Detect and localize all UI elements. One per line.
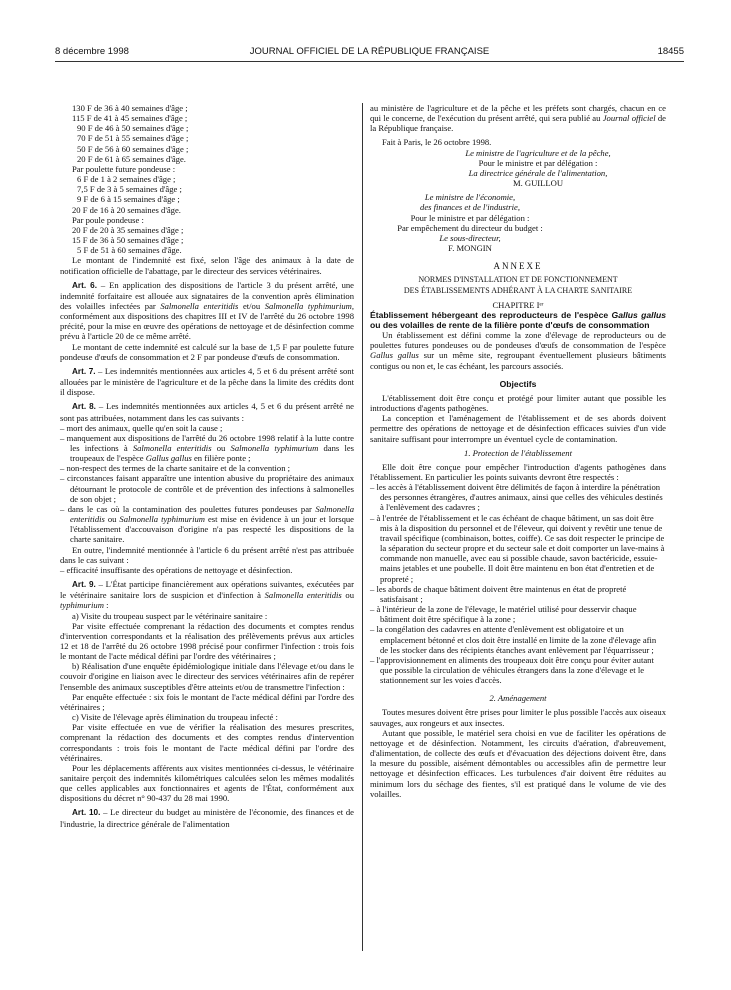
left-column bbox=[60, 103, 354, 829]
article-7: Art. 7. – Les indemnités mentionnées aux articles 4, 5 et 6 du présent arrêté sont allouées par le ministère de l'agriculture et de la pêche dans la limite des crédits dont il dispose. bbox=[60, 365, 354, 398]
paragraph: Le montant de l'indemnité est fixé, selon l'âge des animaux à la date de notification officielle de l'abattage, par le directeur des services vétérinaires. bbox=[60, 255, 354, 276]
chapter-title: CHAPITRE Iᵉʳ bbox=[492, 299, 544, 310]
list-heading: Par poulette future pondeuse : bbox=[72, 163, 176, 174]
list-item: – efficacité insuffisante des opérations de nettoyage et désinfection. bbox=[60, 564, 293, 575]
list-heading: Par poule pondeuse : bbox=[72, 214, 144, 225]
signature-block-economie: Le ministre de l'économie, des finances et de l'industrie, Pour le ministre et par délégation : Par empêchement du directeur du budget : Le sous-directeur, F. MONGIN bbox=[397, 192, 543, 254]
page-header bbox=[55, 46, 684, 62]
list-item: – non-respect des termes de la charte sanitaire et de la convention ; bbox=[60, 463, 291, 474]
article-label: Art. 6. bbox=[72, 280, 97, 290]
section-heading-protection: 1. Protection de l'établissement bbox=[464, 447, 572, 458]
paragraph: La conception et l'aménagement de l'établissement et de ses abords doivent permettre des opérations de nettoyage et de désinfection efficaces suivies d'un vide sanitaire suffisant pour interrompre un éventuel cycle de contamination. bbox=[370, 413, 666, 444]
list-item: 20 F de 20 à 35 semaines d'âge ; bbox=[72, 224, 184, 235]
list-item: 20 F de 16 à 20 semaines d'âge. bbox=[72, 204, 181, 215]
list-item: – l'approvisionnement en aliments des troupeaux doit être conçu pour éviter autant que possible la circulation de véhicules étrangers dans la zone d'élevage et le stationnement sur les voies d'accès. bbox=[370, 654, 654, 686]
section-heading-amenagement: 2. Aménagement bbox=[489, 693, 547, 704]
subsection-b: b) Réalisation d'une enquête épidémiologique initiale dans l'élevage et/ou dans le couvoir d'origine en liaison avec le directeur des services vétérinaires afin de repérer l'ensemble des animaux susceptibles d'être atteints et/ou de transmettre l'infection : bbox=[60, 661, 354, 692]
paragraph: Pour les déplacements afférents aux visites mentionnées ci-dessus, le vétérinaire sanitaire perçoit des indemnités kilométriques calculées selon les mêmes modalités que celles applicables aux fonctionnaires et agents de l'État, conformément aux dispositions du décret n° 90-437 du 28 mai 1990. bbox=[60, 762, 354, 804]
right-column bbox=[370, 103, 666, 799]
list-item: – circonstances faisant apparaître une intention abusive du propriétaire des animaux détournant le protocole de contrôle et de prévention des infections à salmonelles de son objet ; bbox=[60, 473, 354, 504]
list-item: – les abords de chaque bâtiment doivent être maintenus en état de propreté satisfaisant ; bbox=[370, 583, 627, 604]
paragraph: Elle doit être conçue pour empêcher l'introduction d'agents pathogènes dans l'établissement. En particulier les points suivants devront être respectés : bbox=[370, 461, 666, 482]
list-item: 15 F de 36 à 50 semaines d'âge ; bbox=[72, 235, 184, 246]
article-10: Art. 10. – Le directeur du budget au ministère de l'économie, des finances et de l'industrie, la directrice générale de l'alimentation bbox=[60, 807, 354, 829]
list-item: – dans le cas où la contamination des poulettes futures pondeuses par Salmonella enteritidis ou Salmonella typhimurium est mise en évidence à un jour et lorsque l'établissement d'accouvaison d'origine n'a pas respecté les dispositions de la charte sanitaire. bbox=[60, 503, 354, 545]
article-6: Art. 6. – En application des dispositions de l'article 3 du présent arrêté, une indemnité forfaitaire est allouée aux signataires de la convention après élimination des volailles infectées par Salmonella enteritidis et/ou Salmonella typhimurium, conformément aux dispositions des chapitres III et IV de l'arrêté du 26 octobre 1998 précité, pour la mise en œuvre des opérations de nettoyage et de désinfection comme prévu à l'article 20 de ce même arrêté. bbox=[60, 279, 354, 342]
paragraph: au ministère de l'agriculture et de la pêche et les préfets sont chargés, chacun en ce qui le concerne, de l'exécution du présent arrêté, qui sera publié au Journal officiel de la République française. bbox=[370, 103, 666, 134]
subsection-a: a) Visite du troupeau suspect par le vétérinaire sanitaire : bbox=[72, 610, 268, 621]
annexe-subtitle: NORMES D'INSTALLATION ET DE FONCTIONNEMENT bbox=[418, 275, 618, 285]
article-label: Art. 7. bbox=[72, 366, 96, 376]
list-item: 115 F de 41 à 45 semaines d'âge ; bbox=[72, 113, 188, 124]
list-item: 9 F de 6 à 15 semaines d'âge ; bbox=[77, 194, 180, 205]
article-label: Art. 10. bbox=[72, 808, 101, 818]
article-label: Art. 9. bbox=[72, 580, 96, 590]
list-item: – les accès à l'établissement doivent être délimités de façon à interdire la pénétration des personnes étrangères, d'autres animaux, ainsi que celles des véhicules destinés à l'enlèvement des cadavres ; bbox=[370, 482, 663, 513]
paragraph: Un établissement est défini comme la zone d'élevage de reproducteurs ou de poulettes futures pondeuses ou de pondeuses d'œufs de consommation de l'espèce Gallus gallus sur un même site, regroupant éventuellement plusieurs bâtiments contigus ou non et, le cas échéant, les parcours associés. bbox=[370, 330, 667, 371]
list-item: 50 F de 56 à 60 semaines d'âge ; bbox=[77, 143, 189, 154]
list-item: – mort des animaux, quelle qu'en soit la cause ; bbox=[60, 422, 223, 433]
paragraph: Le montant de cette indemnité est calculé sur la base de 1,5 F par poulette future pondeuse d'œufs de consommation et 2 F par pondeuse d'œufs de consommation. bbox=[60, 341, 354, 362]
article-9: Art. 9. – L'État participe financièrement aux opérations suivantes, exécutées par le vétérinaire sanitaire lors de suspicion et d'infection à Salmonella enteritidis ou typhimurium : bbox=[60, 579, 354, 611]
paragraph: L'établissement doit être conçu et protégé pour limiter autant que possible les introductions d'agents pathogènes. bbox=[370, 392, 666, 414]
paragraph: Toutes mesures doivent être prises pour limiter le plus possible l'accès aux oiseaux sauvages, aux rongeurs et aux insectes. bbox=[370, 707, 666, 728]
list-item: 130 F de 36 à 40 semaines d'âge ; bbox=[72, 103, 188, 113]
header-rule bbox=[55, 61, 684, 62]
list-item: 7,5 F de 3 à 5 semaines d'âge ; bbox=[77, 184, 182, 195]
header-page-number: 18455 bbox=[657, 46, 684, 57]
article-8: Art. 8. – Les indemnités mentionnées aux articles 4, 5 et 6 du présent arrêté ne sont pas attribuées, notamment dans les cas suivants : bbox=[60, 401, 354, 423]
list-item: 20 F de 61 à 65 semaines d'âge. bbox=[77, 153, 186, 164]
list-item: 90 F de 46 à 50 semaines d'âge ; bbox=[77, 123, 189, 134]
paragraph: Par visite effectuée comprenant la rédaction des documents et comptes rendus d'intervention correspondants et la réalisation des prélèvements prévus aux articles 12 et 18 de l'arrêté du 26 octobre 1998 précisé pour confirmer l'infection : trois fois le montant de l'acte médical défini par l'ordre des vétérinaires ; bbox=[60, 620, 354, 662]
annexe-title: ANNEXE bbox=[493, 261, 543, 272]
header-date: 8 décembre 1998 bbox=[55, 46, 129, 57]
paragraph: Autant que possible, le matériel sera choisi en vue de faciliter les opérations de nettoyage et de désinfection. Notamment, les circuits d'aération, d'abreuvement, d'alimentation, de collecte des œufs et d'évacuation des déjections doivent être, dans la mesure du possible, aisément démontables ou accessibles afin de permettre leur nettoyage et désinfection efficaces. Les turbulences d'air doivent être réduites au minimum lors du séchage des fientes, s'il est pratiqué dans le volume de vie des volailles. bbox=[370, 727, 666, 799]
chapter-heading: Établissement hébergeant des reproducteurs de l'espèce Gallus gallus ou des volailles de rente de la filière ponte d'œufs de consommation bbox=[370, 309, 666, 330]
column-divider bbox=[362, 103, 363, 951]
list-item: – à l'entrée de l'établissement et le cas échéant de chaque bâtiment, un sas doit être mis à la disposition du personnel et de l'éleveur, qui doivent y revêtir une tenue de travail spécifique (combinaison, bottes, coiffe). Ce sas doit respecter le principe de la séparation du secteur propre et du secteur sale et doit comporter un lave-mains à commande non manuelle, avec eau si possible chaude, savon bactéricide, essuie-mains jetables et une poubelle. Il doit être maintenu en bon état d'entretien et de propreté ; bbox=[370, 512, 665, 584]
annexe-subtitle: DES ÉTABLISSEMENTS ADHÉRANT À LA CHARTE SANITAIRE bbox=[403, 285, 633, 295]
section-heading-objectifs: Objectifs bbox=[499, 378, 537, 389]
list-item: 70 F de 51 à 55 semaines d'âge ; bbox=[77, 133, 189, 144]
paragraph: Par visite effectuée en vue de vérifier la réalisation des mesures prescrites, comprenant la rédaction des documents et des comptes rendus d'intervention correspondants : trois fois le montant de l'acte médical défini par l'ordre des vétérinaires. bbox=[60, 722, 354, 763]
list-item: – à l'intérieur de la zone de l'élevage, le matériel utilisé pour desservir chaque bâtiment doit être spécifique à la zone ; bbox=[370, 604, 637, 625]
list-item: – la congélation des cadavres en attente d'enlèvement est obligatoire et un emplacement bétonné et clos doit être installé en limite de la zone d'élevage afin de les stocker dans des récipients étanches avant enlèvement par l'équarrisseur ; bbox=[370, 624, 657, 655]
list-item: 5 F de 51 à 60 semaines d'âge. bbox=[77, 245, 182, 256]
header-title: JOURNAL OFFICIEL DE LA RÉPUBLIQUE FRANÇAISE bbox=[249, 46, 490, 57]
article-label: Art. 8. bbox=[72, 402, 96, 412]
paragraph: En outre, l'indemnité mentionnée à l'article 6 du présent arrêté n'est pas attribuée dans le cas suivant : bbox=[60, 544, 354, 565]
indemnity-list-1 bbox=[60, 103, 354, 255]
subsection-c: c) Visite de l'élevage après élimination du troupeau infecté : bbox=[72, 712, 278, 723]
list-item: 6 F de 1 à 2 semaines d'âge ; bbox=[77, 174, 176, 185]
signature-block-agriculture: Le ministre de l'agriculture et de la pêche, Pour le ministre et par délégation : La directrice générale de l'alimentation, M. GUILLOU bbox=[465, 147, 611, 189]
fait-a-paris: Fait à Paris, le 26 octobre 1998. bbox=[382, 137, 492, 148]
paragraph: Par enquête effectuée : six fois le montant de l'acte médical défini par l'ordre des vétérinaires ; bbox=[60, 691, 354, 712]
list-item: – manquement aux dispositions de l'arrêté du 26 octobre 1998 relatif à la lutte contre les infections à Salmonella enteritidis ou Salmonella typhimurium dans les troupeaux de l'espèce Gallus gallus en filière ponte ; bbox=[60, 432, 354, 464]
